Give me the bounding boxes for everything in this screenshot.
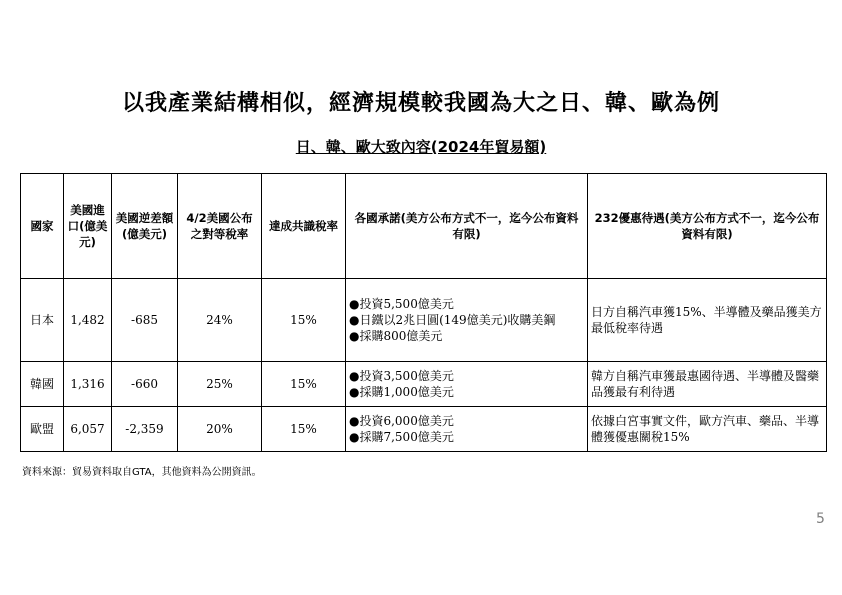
page-number: 5 <box>816 511 825 527</box>
commitment-item: ●採購800億美元 <box>349 329 443 343</box>
cell-imports: 6,057 <box>64 407 112 452</box>
commitment-item: ●採購1,000億美元 <box>349 385 454 399</box>
commitment-item: ●採購7,500億美元 <box>349 430 454 444</box>
cell-section232: 韓方自稱汽車獲最惠國待遇、半導體及醫藥品獲最有利待遇 <box>588 362 827 407</box>
table-row <box>21 407 827 452</box>
header-commitments: 各國承諾(美方公布方式不一，迄今公布資料有限) <box>346 174 588 279</box>
trade-comparison-table <box>20 173 827 452</box>
cell-section232: 日方自稱汽車獲15%、半導體及藥品獲美方最低稅率待遇 <box>588 279 827 362</box>
header-reciprocal-rate: 4/2美國公布之對等稅率 <box>178 174 262 279</box>
table-header-row <box>21 174 827 279</box>
cell-deficit: -2,359 <box>112 407 178 452</box>
header-deficit: 美國逆差額(億美元) <box>112 174 178 279</box>
header-imports: 美國進口(億美元) <box>64 174 112 279</box>
cell-reciprocal-rate: 25% <box>178 362 262 407</box>
commitment-item: ●投資6,000億美元 <box>349 414 454 428</box>
cell-agreed-rate: 15% <box>262 279 346 362</box>
cell-country: 韓國 <box>21 362 64 407</box>
table-row <box>21 362 827 407</box>
cell-country: 歐盟 <box>21 407 64 452</box>
table-subtitle: 日、韓、歐大致內容(2024年貿易額) <box>295 138 547 156</box>
header-agreed-rate: 達成共識稅率 <box>262 174 346 279</box>
cell-imports: 1,482 <box>64 279 112 362</box>
cell-agreed-rate: 15% <box>262 362 346 407</box>
header-country: 國家 <box>21 174 64 279</box>
source-note: 資料來源：貿易資料取自GTA，其他資料為公開資訊。 <box>22 467 262 478</box>
cell-section232: 依據白宮事實文件，歐方汽車、藥品、半導體獲優惠關稅15% <box>588 407 827 452</box>
cell-reciprocal-rate: 20% <box>178 407 262 452</box>
commitment-item: ●日鐵以2兆日圓(149億美元)收購美鋼 <box>349 313 556 327</box>
cell-reciprocal-rate: 24% <box>178 279 262 362</box>
cell-commitments <box>346 279 588 362</box>
commitment-item: ●投資3,500億美元 <box>349 369 454 383</box>
cell-commitments <box>346 407 588 452</box>
cell-imports: 1,316 <box>64 362 112 407</box>
commitment-item: ●投資5,500億美元 <box>349 297 454 311</box>
cell-commitments <box>346 362 588 407</box>
cell-deficit: -685 <box>112 279 178 362</box>
cell-agreed-rate: 15% <box>262 407 346 452</box>
cell-country: 日本 <box>21 279 64 362</box>
header-section232: 232優惠待遇(美方公布方式不一，迄今公布資料有限) <box>588 174 827 279</box>
table-row <box>21 279 827 362</box>
page-title: 以我產業結構相似，經濟規模較我國為大之日、韓、歐為例 <box>121 91 720 116</box>
cell-deficit: -660 <box>112 362 178 407</box>
